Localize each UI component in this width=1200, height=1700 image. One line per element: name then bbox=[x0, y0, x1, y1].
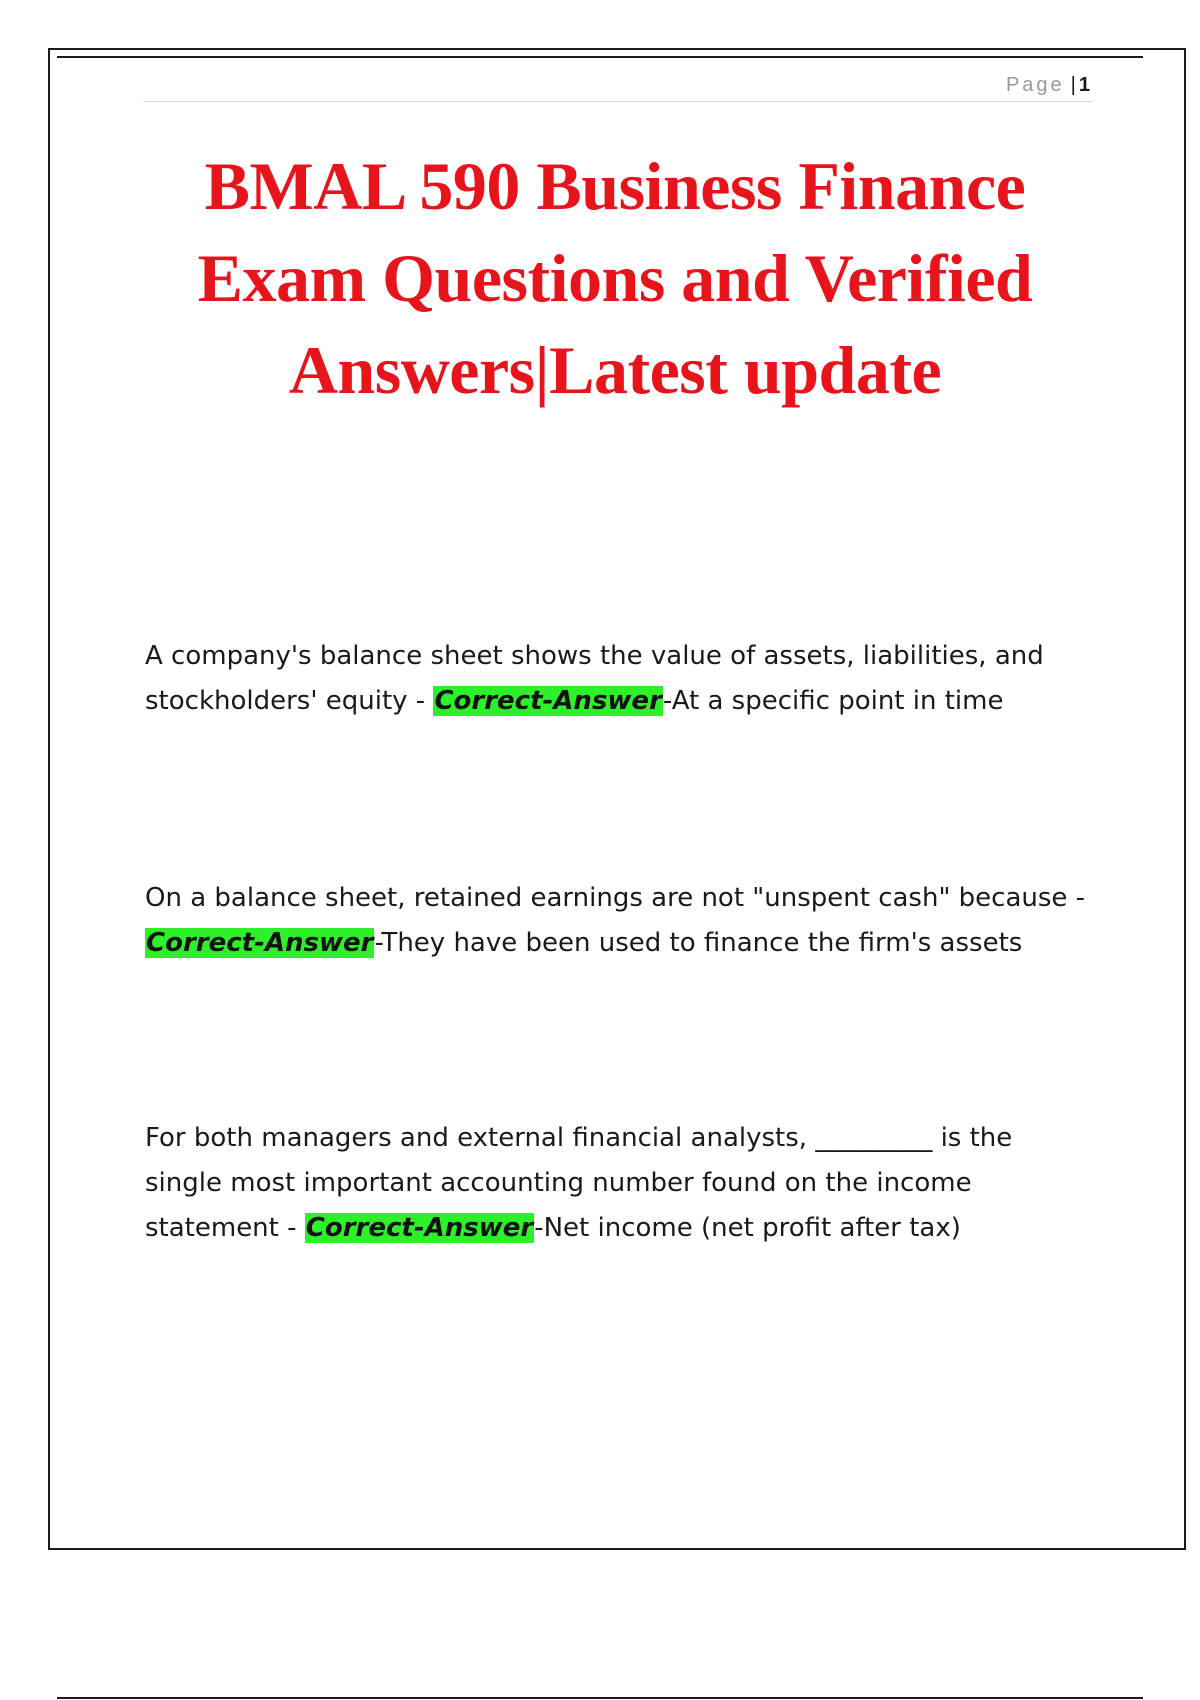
title-line-3: Answers|Latest update bbox=[288, 332, 942, 408]
question-block-2 bbox=[145, 876, 1095, 966]
question-block-1 bbox=[145, 634, 1095, 724]
title-line-2: Exam Questions and Verified bbox=[197, 240, 1033, 316]
header-line bbox=[143, 101, 1093, 102]
answer-text: -They have been used to finance the firm's assets bbox=[374, 928, 1023, 958]
bottom-rule bbox=[57, 1697, 1143, 1699]
question-text: A company's balance sheet shows the value of assets, liabilities, and stockholders' equity - bbox=[145, 641, 1044, 716]
document-title bbox=[120, 140, 1110, 416]
answer-text: -At a specific point in time bbox=[662, 686, 1004, 716]
correct-answer-tag: Correct-Answer bbox=[434, 686, 662, 716]
page-number-value: 1 bbox=[1078, 74, 1093, 96]
question-text: On a balance sheet, retained earnings are not "unspent cash" because - bbox=[145, 883, 1086, 913]
page-label: Page bbox=[1005, 74, 1065, 96]
question-block-3 bbox=[145, 1116, 1095, 1251]
page-number bbox=[1006, 74, 1093, 97]
correct-answer-tag: Correct-Answer bbox=[305, 1213, 534, 1243]
page-separator: | bbox=[1070, 74, 1079, 96]
title-line-1: BMAL 590 Business Finance bbox=[204, 148, 1026, 224]
correct-answer-tag: Correct-Answer bbox=[146, 928, 374, 958]
answer-text: -Net income (net profit after tax) bbox=[534, 1213, 961, 1243]
question-text: For both managers and external financial analysts, _________ is the single most important accounting number found on the income statement - bbox=[145, 1123, 1013, 1243]
